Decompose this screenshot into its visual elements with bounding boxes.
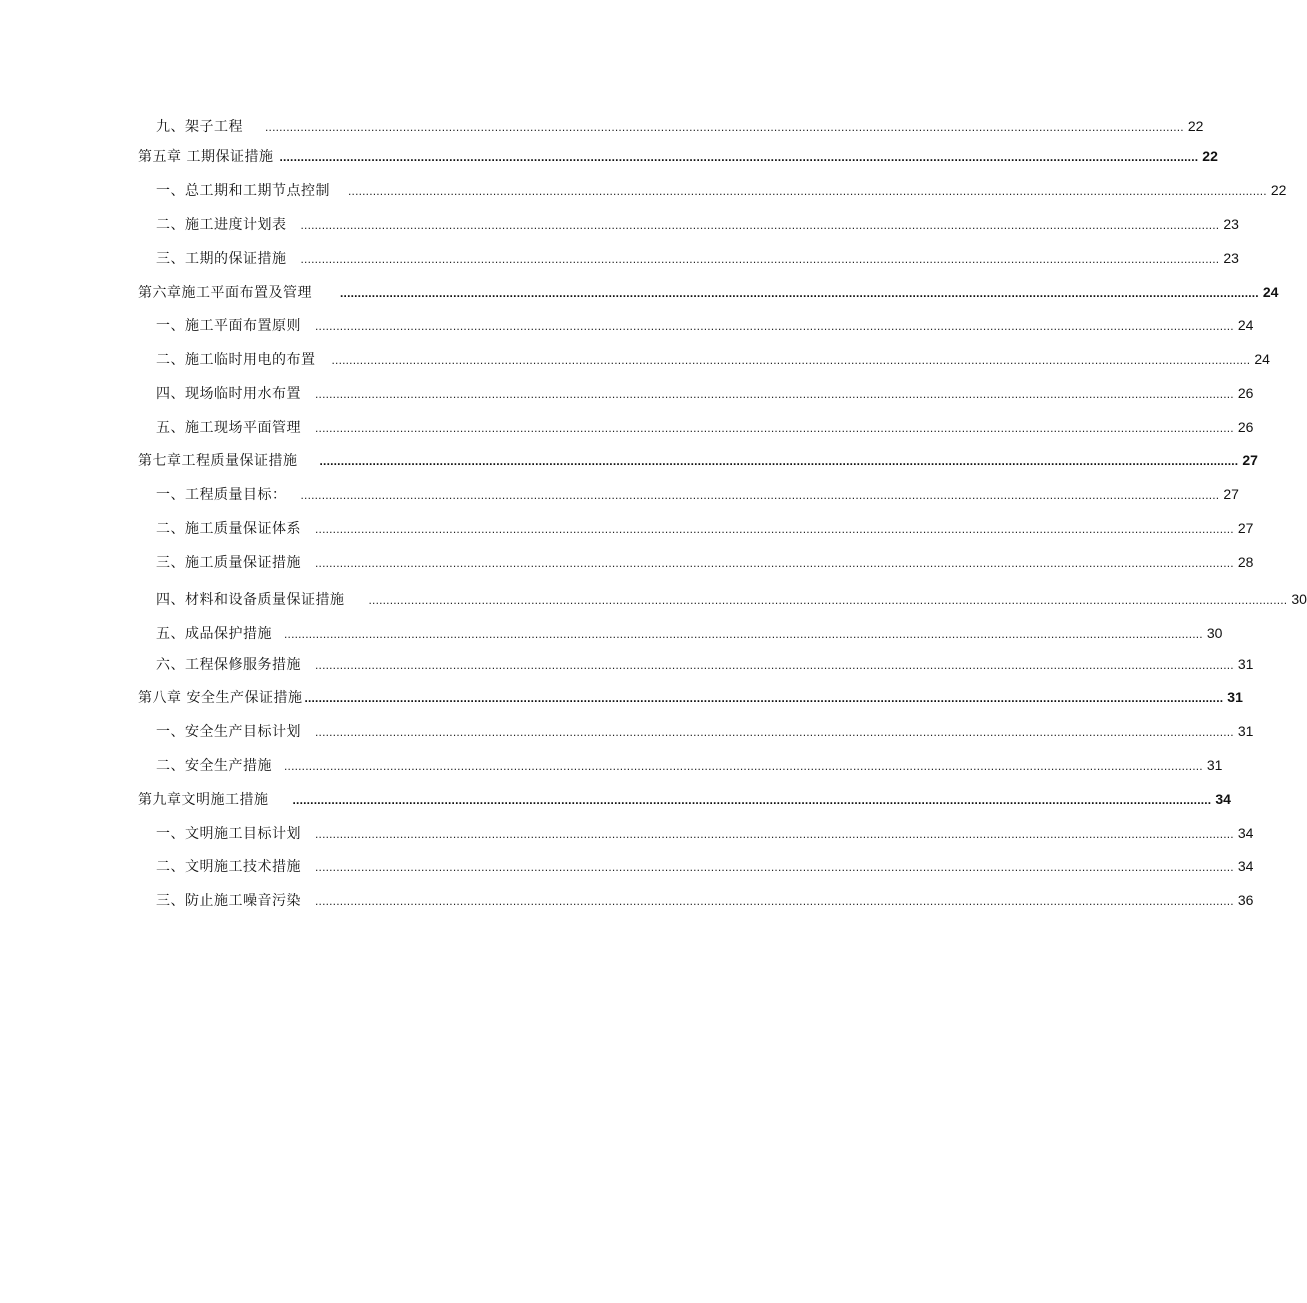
toc-entry-page: 26 (1237, 385, 1254, 401)
toc-entry[interactable] (156, 249, 1239, 268)
toc-entry-page: 27 (1237, 520, 1254, 536)
dot-leader: .................................................................................................................................................................................................................................................................... (279, 150, 1199, 164)
toc-entry-page: 36 (1237, 892, 1254, 908)
toc-entry-title: 一、文明施工目标计划 (156, 826, 301, 842)
toc-chapter[interactable] (138, 451, 1258, 470)
toc-entry-title: 九、架子工程 (156, 119, 243, 135)
toc-entry[interactable] (156, 655, 1254, 674)
dot-leader: .................................................................................................................................................................................................................................................................... (315, 827, 1234, 841)
toc-chapter-page: 22 (1202, 148, 1218, 164)
toc-entry[interactable] (156, 485, 1239, 504)
dot-leader: .................................................................................................................................................................................................................................................................... (284, 759, 1203, 773)
dot-leader: .................................................................................................................................................................................................................................................................... (368, 593, 1288, 607)
dot-leader: .................................................................................................................................................................................................................................................................... (292, 793, 1212, 807)
toc-entry-title: 一、施工平面布置原则 (156, 318, 301, 334)
toc-chapter-title: 第九章文明施工措施 (138, 792, 269, 808)
dot-leader: .................................................................................................................................................................................................................................................................... (315, 421, 1234, 435)
dot-leader: .................................................................................................................................................................................................................................................................... (340, 286, 1259, 300)
toc-entry-page: 28 (1237, 554, 1254, 570)
toc-entry-page: 24 (1254, 351, 1270, 367)
toc-entry-page: 26 (1237, 419, 1254, 435)
toc-entry-page: 23 (1223, 216, 1239, 232)
toc-entry[interactable] (156, 824, 1254, 843)
toc-entry-title: 二、施工质量保证体系 (156, 521, 301, 537)
toc-chapter-page: 34 (1215, 791, 1231, 807)
toc-entry-title: 三、工期的保证措施 (156, 251, 287, 267)
toc-entry-title: 三、施工质量保证措施 (156, 555, 301, 571)
toc-entry-page: 30 (1206, 625, 1223, 641)
toc-entry-title: 一、安全生产目标计划 (156, 724, 301, 740)
dot-leader: .................................................................................................................................................................................................................................................................... (265, 120, 1184, 134)
toc-entry[interactable] (156, 857, 1254, 876)
toc-entry[interactable] (156, 316, 1254, 335)
toc-entry-page: 30 (1291, 591, 1307, 607)
toc-entry[interactable] (156, 519, 1254, 538)
dot-leader: .................................................................................................................................................................................................................................................................... (315, 522, 1234, 536)
toc-entry[interactable] (156, 350, 1270, 369)
toc-chapter-title: 第八章 安全生产保证措施 (138, 690, 303, 706)
toc-chapter-title: 第六章施工平面布置及管理 (138, 285, 312, 301)
dot-leader: .................................................................................................................................................................................................................................................................... (315, 658, 1234, 672)
dot-leader: .................................................................................................................................................................................................................................................................... (284, 627, 1203, 641)
dot-leader: .................................................................................................................................................................................................................................................................... (315, 725, 1234, 739)
dot-leader: .................................................................................................................................................................................................................................................................... (304, 691, 1224, 705)
dot-leader: .................................................................................................................................................................................................................................................................... (315, 860, 1234, 874)
toc-entry-page: 34 (1237, 858, 1254, 874)
toc-chapter-page: 31 (1227, 689, 1243, 705)
toc-chapter[interactable] (138, 147, 1218, 166)
toc-entry[interactable] (156, 722, 1254, 741)
dot-leader: .................................................................................................................................................................................................................................................................... (348, 184, 1267, 198)
toc-entry-title: 二、文明施工技术措施 (156, 859, 301, 875)
toc-chapter[interactable] (138, 283, 1279, 302)
toc-entry-page: 31 (1206, 757, 1223, 773)
toc-entry[interactable] (156, 418, 1254, 437)
toc-chapter-title: 第五章 工期保证措施 (138, 149, 274, 165)
toc-entry-title: 六、工程保修服务措施 (156, 657, 301, 673)
toc-entry-title: 四、现场临时用水布置 (156, 386, 301, 402)
dot-leader: .................................................................................................................................................................................................................................................................... (300, 252, 1220, 266)
toc-entry[interactable] (156, 553, 1254, 572)
toc-chapter[interactable] (138, 688, 1243, 707)
toc-entry-page: 23 (1223, 250, 1239, 266)
toc-entry[interactable] (156, 181, 1287, 200)
dot-leader: .................................................................................................................................................................................................................................................................... (315, 319, 1234, 333)
toc-chapter-title: 第七章工程质量保证措施 (138, 453, 298, 469)
toc-entry-title: 二、施工临时用电的布置 (156, 352, 316, 368)
dot-leader: .................................................................................................................................................................................................................................................................... (300, 218, 1220, 232)
toc-entry[interactable] (156, 590, 1307, 609)
toc-entry-page: 22 (1270, 182, 1287, 198)
toc-entry-page: 27 (1223, 486, 1239, 502)
toc-entry[interactable] (156, 756, 1223, 775)
toc-entry-page: 22 (1187, 118, 1204, 134)
toc-chapter-page: 27 (1242, 452, 1258, 468)
toc-entry-title: 三、防止施工噪音污染 (156, 893, 301, 909)
dot-leader: .................................................................................................................................................................................................................................................................... (319, 454, 1239, 468)
toc-entry[interactable] (156, 215, 1239, 234)
toc-entry-title: 二、安全生产措施 (156, 758, 272, 774)
toc-entry-title: 五、成品保护措施 (156, 626, 272, 642)
toc-entry-page: 34 (1237, 825, 1254, 841)
toc-chapter[interactable] (138, 790, 1231, 809)
toc-entry[interactable] (156, 624, 1223, 643)
toc-entry-page: 31 (1237, 723, 1254, 739)
toc-entry-title: 一、工程质量目标： (156, 487, 287, 503)
toc-entry[interactable] (156, 117, 1204, 136)
dot-leader: .................................................................................................................................................................................................................................................................... (315, 894, 1234, 908)
dot-leader: .................................................................................................................................................................................................................................................................... (315, 387, 1234, 401)
toc-entry[interactable] (156, 384, 1254, 403)
dot-leader: .................................................................................................................................................................................................................................................................... (300, 488, 1220, 502)
toc-entry-page: 24 (1237, 317, 1254, 333)
toc-entry-title: 四、材料和设备质量保证措施 (156, 592, 345, 608)
toc-entry-title: 五、施工现场平面管理 (156, 420, 301, 436)
toc-entry-title: 一、总工期和工期节点控制 (156, 183, 330, 199)
dot-leader: .................................................................................................................................................................................................................................................................... (331, 353, 1251, 367)
toc-entry[interactable] (156, 891, 1254, 910)
toc-entry-page: 31 (1237, 656, 1254, 672)
dot-leader: .................................................................................................................................................................................................................................................................... (315, 556, 1234, 570)
toc-chapter-page: 24 (1262, 284, 1279, 300)
toc-entry-title: 二、施工进度计划表 (156, 217, 287, 233)
